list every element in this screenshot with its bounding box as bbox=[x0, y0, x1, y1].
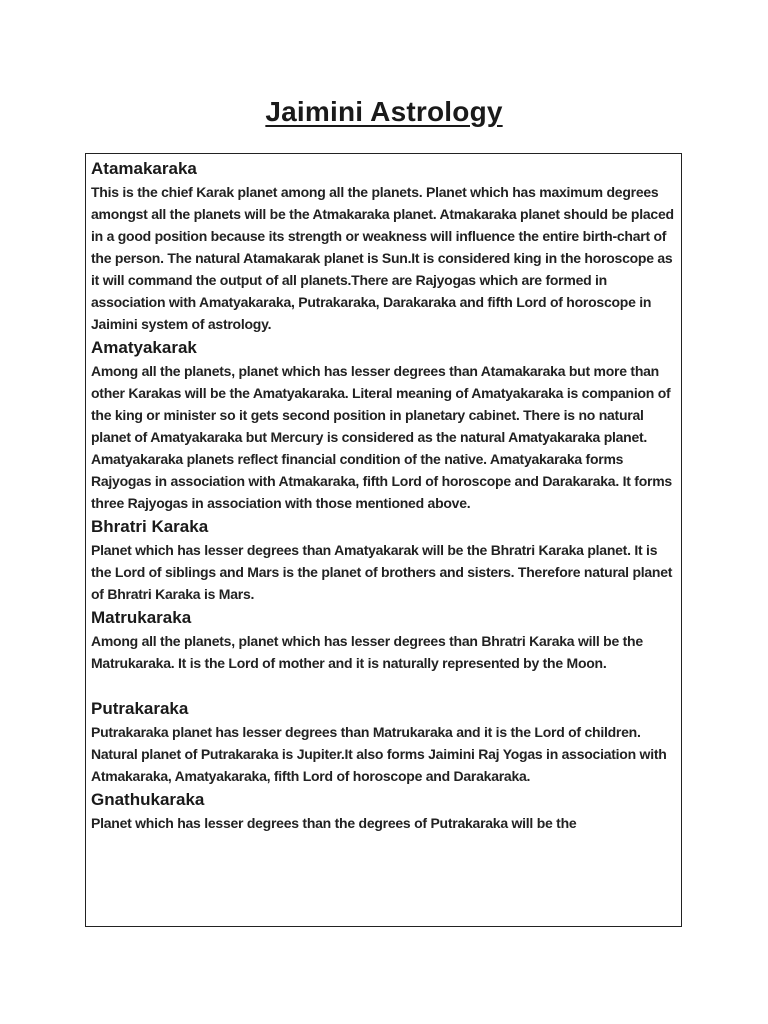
section-atamakaraka bbox=[91, 156, 677, 335]
section-heading: Matrukaraka bbox=[91, 608, 192, 627]
section-gnathukaraka bbox=[91, 787, 677, 834]
section-body: Among all the planets, planet which has lesser degrees than Bhratri Karaka will be the Matrukaraka. It is the Lord of mother and it is naturally represented by the Moon. bbox=[91, 633, 643, 671]
content-box bbox=[85, 153, 682, 927]
section-body: This is the chief Karak planet among all the planets. Planet which has maximum degrees amongst all the planets will be the Atmakaraka planet. Atmakaraka planet should be placed in a good position because its strength or weakness will influence the entire birth-chart of the person. The natural Atamakarak planet is Sun.It is considered king in the horoscope as it will command the output of all planets.There are Rajyogas which are formed in association with Amatyakaraka, Putrakaraka, Darakaraka and fifth Lord of horoscope in Jaimini system of astrology. bbox=[91, 184, 674, 332]
section-putrakaraka bbox=[91, 696, 677, 787]
section-matrukaraka bbox=[91, 605, 677, 674]
section-heading: Bhratri Karaka bbox=[91, 517, 209, 536]
blank-line bbox=[91, 674, 677, 696]
page-title: Jaimini Astrology bbox=[265, 96, 503, 127]
section-bhratri-karaka bbox=[91, 514, 677, 605]
section-body: Planet which has lesser degrees than Amatyakarak will be the Bhratri Karaka planet. It is the Lord of siblings and Mars is the planet of brothers and sisters. Therefore natural planet of Bhratri Karaka is Mars. bbox=[91, 542, 673, 602]
section-heading: Atamakaraka bbox=[91, 159, 197, 178]
section-heading: Putrakaraka bbox=[91, 699, 189, 718]
section-body: Planet which has lesser degrees than the degrees of Putrakaraka will be the bbox=[91, 815, 577, 831]
section-body: Putrakaraka planet has lesser degrees than Matrukaraka and it is the Lord of children. Natural planet of Putrakaraka is Jupiter.It also forms Jaimini Raj Yogas in association with Atmakaraka, Amatyakaraka, fifth Lord of horoscope and Darakaraka. bbox=[91, 724, 667, 784]
section-heading: Gnathukaraka bbox=[91, 790, 205, 809]
section-body: Among all the planets, planet which has lesser degrees than Atamakaraka but more than other Karakas will be the Amatyakaraka. Literal meaning of Amatyakaraka is companion of the king or minister so it gets second position in planetary cabinet. There is no natural planet of Amatyakaraka but Mercury is considered as the natural Amatyakaraka planet. Amatyakaraka planets reflect financial condition of the native. Amatyakaraka forms Rajyogas in association with Atmakaraka, fifth Lord of horoscope and Darakaraka. It forms three Rajyogas in association with those mentioned above. bbox=[91, 363, 672, 511]
section-heading: Amatyakarak bbox=[91, 338, 197, 357]
section-amatyakarak bbox=[91, 335, 677, 514]
